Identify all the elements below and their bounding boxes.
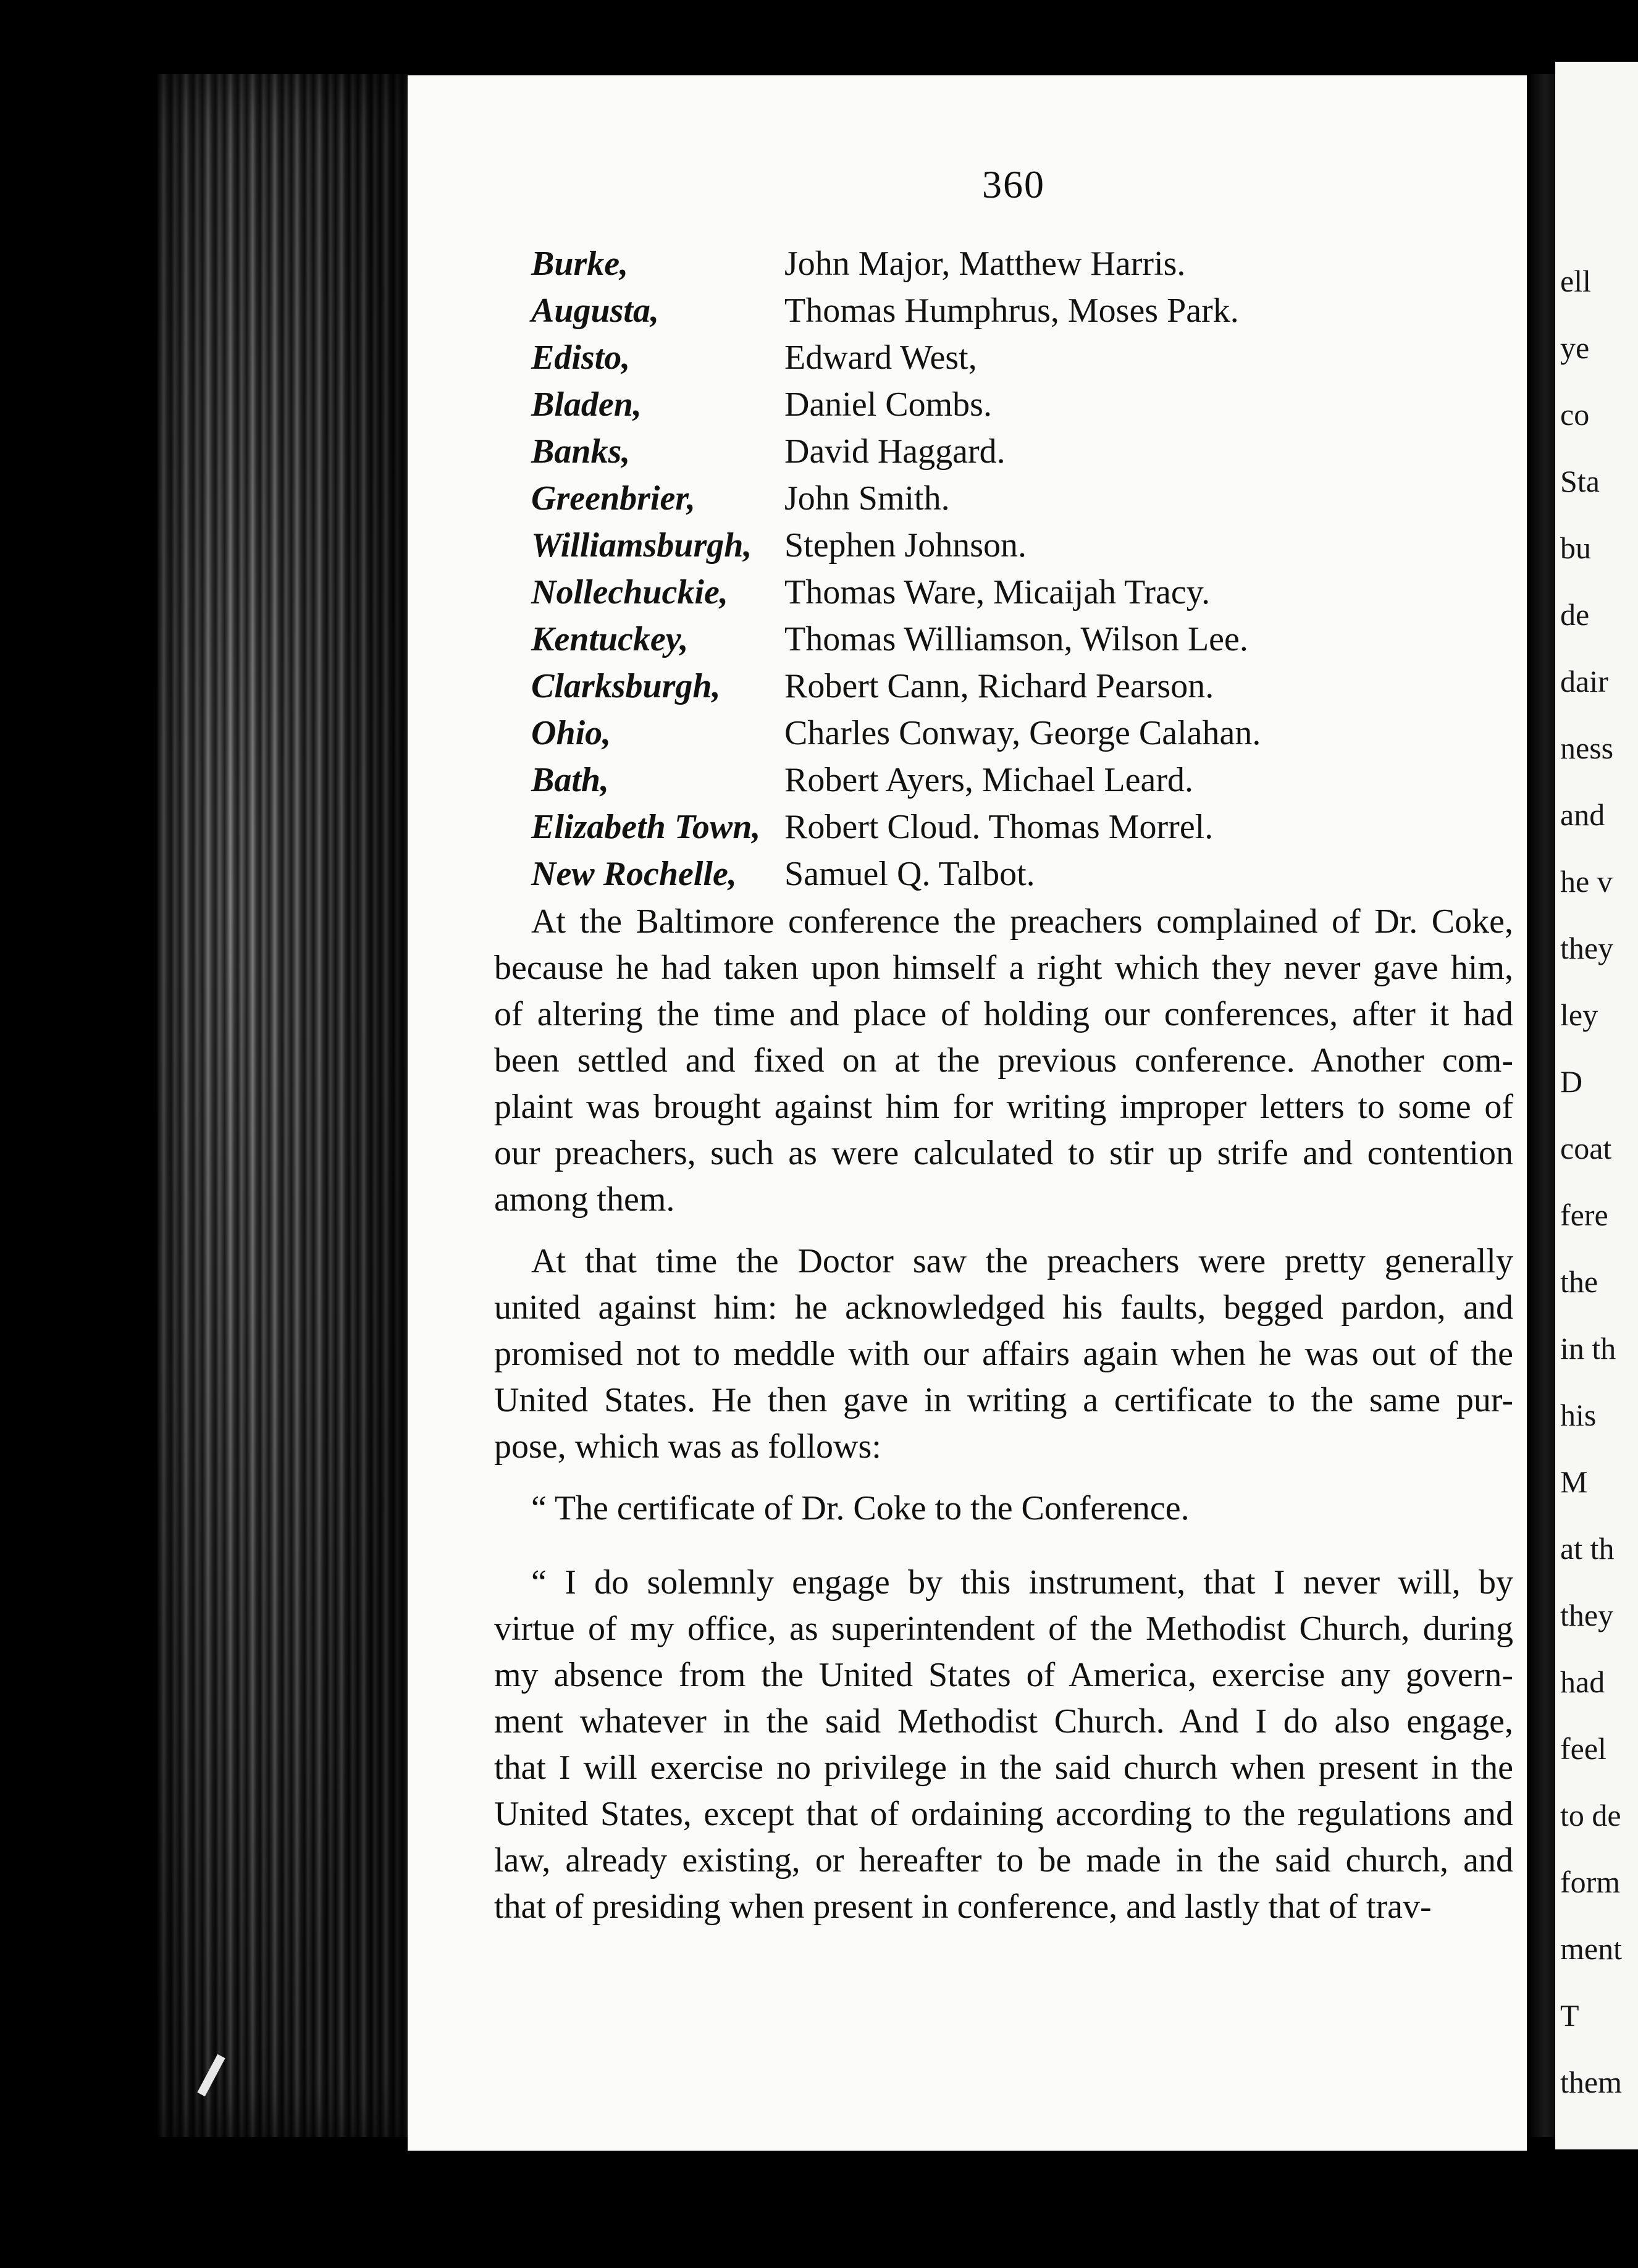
circuit-name: Burke, (531, 245, 629, 283)
preacher-names: Samuel Q. Talbot. (784, 855, 1035, 893)
text-line: because he had taken upon himself a right which they never gave him, (494, 949, 1513, 987)
preacher-names: David Haggard. (784, 432, 1006, 471)
facing-page-fragment: had (1560, 1665, 1605, 1699)
facing-page-fragment: feel (1560, 1731, 1606, 1766)
circuit-name: Bladen, (531, 385, 642, 424)
facing-page-fragment: and (1560, 797, 1605, 832)
facing-page-fragment: D (1560, 1064, 1583, 1099)
preacher-names: John Smith. (784, 479, 950, 518)
preacher-names: Edward West, (784, 338, 977, 377)
facing-page-fragment: at th (1560, 1531, 1615, 1566)
facing-page-fragment: in th (1560, 1331, 1616, 1366)
appointment-row (531, 338, 1458, 384)
appointment-row (531, 526, 1458, 572)
preacher-names: Thomas Humphrus, Moses Park. (784, 292, 1239, 330)
circuit-name: Ohio, (531, 714, 611, 752)
facing-page-fragment: to de (1560, 1798, 1621, 1833)
facing-page-fragment: dair (1560, 664, 1608, 699)
preacher-names: Thomas Williamson, Wilson Lee. (784, 620, 1248, 658)
text-line: that I will exercise no privilege in the said church when present in the (494, 1749, 1513, 1787)
text-line: our preachers, such as were calculated to stir up strife and contention (494, 1134, 1513, 1172)
facing-page-fragment: ell (1560, 264, 1591, 298)
facing-page-fragment: Sta (1560, 464, 1600, 498)
appointment-row (531, 807, 1458, 854)
text-line: “ I do solemnly engage by this instrument, that I never will, by (531, 1563, 1513, 1602)
text-line: law, already existing, or hereafter to be made in the said church, and (494, 1841, 1513, 1880)
facing-page-fragment: they (1560, 931, 1614, 965)
text-line: been settled and fixed on at the previous conference. Another com- (494, 1041, 1513, 1080)
facing-page-fragment: de (1560, 597, 1590, 632)
appointment-row (531, 854, 1458, 901)
circuit-name: Elizabeth Town, (531, 808, 761, 846)
circuit-name: Augusta, (531, 292, 659, 330)
facing-page-fragment: the (1560, 1264, 1598, 1299)
appointment-row (531, 244, 1458, 290)
circuit-name: Williamsburgh, (531, 526, 752, 565)
facing-page-fragment: coat (1560, 1131, 1612, 1166)
circuit-name: Edisto, (531, 338, 631, 377)
circuit-name: Clarksburgh, (531, 667, 721, 705)
facing-page-fragment: bu (1560, 531, 1591, 565)
preacher-names: Robert Cloud. Thomas Morrel. (784, 808, 1214, 846)
facing-page-fragment: ye (1560, 330, 1590, 365)
text-line: united against him: he acknowledged his faults, begged pardon, and (494, 1288, 1513, 1327)
text-line: of altering the time and place of holding our conferences, after it had (494, 995, 1513, 1033)
facing-page-fragment: ley (1560, 998, 1598, 1032)
appointment-row (531, 385, 1458, 431)
preacher-names: Daniel Combs. (784, 385, 992, 424)
preacher-names: Charles Conway, George Calahan. (784, 714, 1261, 752)
appointment-row (531, 760, 1458, 807)
appointment-row (531, 291, 1458, 337)
facing-page-fragment: he v (1560, 864, 1613, 899)
facing-page-fragment: fere (1560, 1198, 1608, 1232)
circuit-name: Banks, (531, 432, 631, 471)
text-line: At that time the Doctor saw the preachers were pretty generally (531, 1242, 1513, 1280)
facing-page-edge (1555, 62, 1638, 2149)
text-line: my absence from the United States of America, exercise any govern- (494, 1656, 1513, 1694)
preacher-names: Robert Ayers, Michael Leard. (784, 761, 1193, 799)
circuit-name: Greenbrier, (531, 479, 695, 518)
facing-page-fragment: they (1560, 1598, 1614, 1632)
book-gutter (1531, 74, 1555, 2137)
appointment-row (531, 479, 1458, 525)
circuit-name: New Rochelle, (531, 855, 737, 893)
text-line: plaint was brought against him for writing improper letters to some of (494, 1088, 1513, 1126)
appointment-row (531, 666, 1458, 713)
facing-page-fragment: ment (1560, 1931, 1622, 1966)
preacher-names: John Major, Matthew Harris. (784, 245, 1186, 283)
preacher-names: Thomas Ware, Micaijah Tracy. (784, 573, 1211, 611)
text-line: among them. (494, 1180, 675, 1219)
text-line: United States. He then gave in writing a certificate to the same pur- (494, 1381, 1513, 1419)
paragraph-complaint (494, 899, 1513, 1223)
circuit-name: Kentuckey, (531, 620, 689, 658)
text-line: United States, except that of ordaining according to the regulations and (494, 1795, 1513, 1833)
paragraph-acknowledgement (494, 1238, 1513, 1470)
certificate-heading: “ The certificate of Dr. Coke to the Conference. (531, 1489, 1190, 1527)
text-line: that of presiding when present in conference, and lastly that of trav- (494, 1888, 1432, 1926)
text-line: ment whatever in the said Methodist Church. And I do also engage, (494, 1702, 1513, 1741)
text-line: pose, which was as follows: (494, 1427, 881, 1466)
preacher-names: Stephen Johnson. (784, 526, 1027, 565)
page-number: 360 (982, 162, 1045, 206)
paragraph-certificate (494, 1560, 1513, 1930)
facing-page-fragment: ness (1560, 731, 1614, 765)
appointment-row (531, 432, 1458, 478)
facing-page-fragment: them (1560, 2065, 1622, 2099)
text-line: At the Baltimore conference the preachers complained of Dr. Coke, (531, 902, 1513, 941)
text-line: virtue of my office, as superintendent of the Methodist Church, during (494, 1610, 1513, 1648)
circuit-name: Bath, (531, 761, 610, 799)
facing-page-fragment: his (1560, 1398, 1597, 1432)
book-page-edges (158, 74, 408, 2137)
facing-page-fragment: M (1560, 1464, 1588, 1499)
text-line: promised not to meddle with our affairs again when he was out of the (494, 1335, 1513, 1373)
facing-page-fragment: T (1560, 1998, 1579, 2033)
preacher-names: Robert Cann, Richard Pearson. (784, 667, 1214, 705)
facing-page-fragment: form (1560, 1865, 1621, 1899)
facing-page-fragment: co (1560, 397, 1590, 432)
appointment-row (531, 713, 1458, 760)
appointment-row (531, 573, 1458, 619)
appointment-row (531, 620, 1458, 666)
circuit-name: Nollechuckie, (531, 573, 728, 611)
